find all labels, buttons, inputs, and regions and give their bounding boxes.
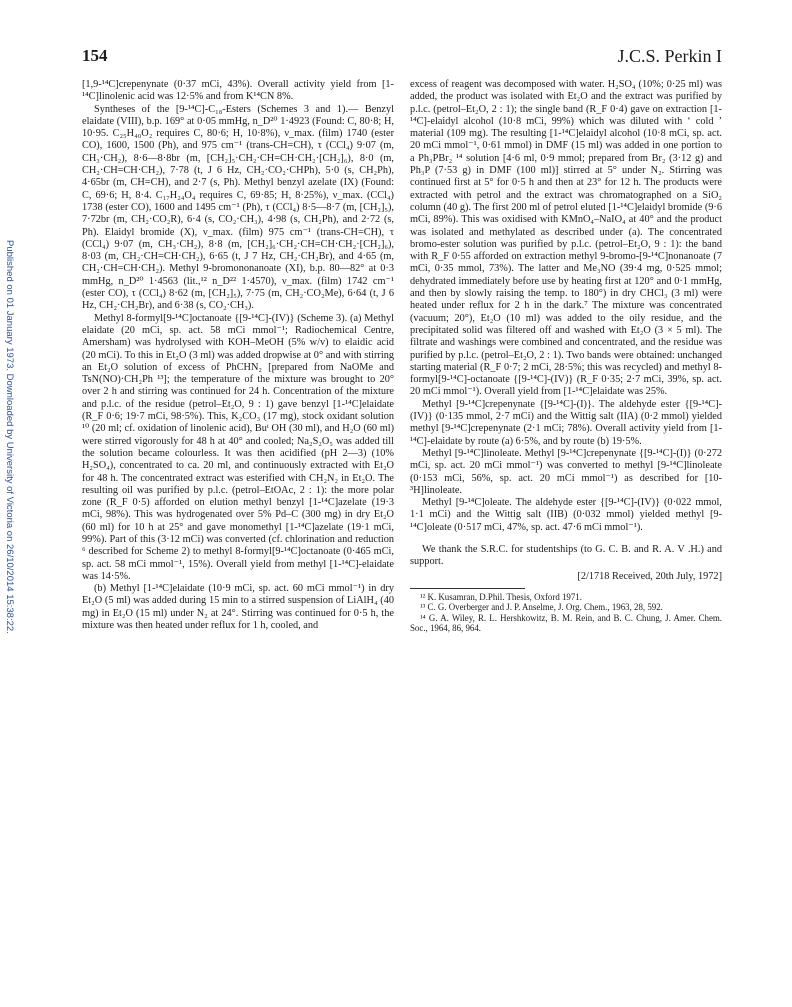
paragraph: Methyl [9-¹⁴C]linoleate. Methyl [9-¹⁴C]crepenynate {[9-¹⁴C]-(I)} (0·272 mCi, sp. act. 20 mCi mmol⁻¹) was converted to methyl [9-¹⁴C]linoleate (0·153 mCi, 56%, sp. act. 20 mCi mmol⁻¹) as described for [10-³H]linoleate.	[410, 447, 722, 496]
paragraph: Methyl [9-¹⁴C]crepenynate {[9-¹⁴C]-(I)}. The aldehyde ester {[9-¹⁴C]-(IV)} (0·135 mmol, 2·7 mCi) and the Wittig salt (IIA) (0·2 mmol) yielded methyl [9-¹⁴C]crepenynate (2·1 mCi; 78%). Overall activity yield from [1-¹⁴C]-elaidate by route (a) 6·5%, and by route (b) 19·5%.	[410, 398, 722, 447]
received-date: [2/1718 Received, 20th July, 1972]	[577, 570, 722, 582]
reference-item: ¹³ C. G. Overberger and J. P. Anselme, J. Org. Chem., 1963, 28, 592.	[420, 602, 663, 613]
paragraph: (b) Methyl [1-¹⁴C]elaidate (10·9 mCi, sp. act. 60 mCi mmol⁻¹) in dry Et₂O (5 ml) was added during 15 min to a stirred suspension of LiAlH₄ (40 mg) in Et₂O (15 ml) under N₂ at 24°. Stirring was continued for 0·5 h, the mixture was then heated under reflux for 1 h, cooled, and	[82, 583, 394, 632]
acknowledgement: We thank the S.R.C. for studentships (to G. C. B. and R. A. V .H.) and support.	[410, 543, 722, 568]
journal-title: J.C.S. Perkin I	[617, 46, 722, 66]
paragraph: Syntheses of the [9-¹⁴C]-C₁₈-Esters (Schemes 3 and 1).— Benzyl elaidate (VIII), b.p. 169° at 0·05 mmHg, n_D²⁰ 1·4923 (Found: C, 80·8; H, 10·95. C₂₅H₄₀O₂ requires C, 80·6; H, 10·8%), ν_max. (film) 1740 (ester CO), 1600, 1500 (Ph), and 975 cm⁻¹ (trans-CH=CH), τ (CCl₄) 9·07 (m, CH₃·CH₂), 8·6—8·8br (m, [CH₂]₅·CH₂·CH=CH·CH₂·[CH₂]₆), 8·0 (m, CH₂·CH=CH·CH₂), 7·78 (t, J 6 Hz, CH₂·CO₂·CHPh), 5·0 (s, CH₂Ph), 4·65br (m, CH=CH), and 2·7 (s, Ph). Methyl benzyl azelate (IX) (Found: C, 69·6; H, 8·4. C₁₇H₂₄O₄ requires C, 69·85; H, 8·25%), ν_max. (CCl₄) 1738 (ester CO), 1600 and 1495 cm⁻¹ (Ph), τ (CCl₄) 8·5—8·7 (m, [CH₂]₅), 7·72br (m, CH₂·CO₂R), 6·4 (s, CO₂·CH₃), 4·98 (s, CH₂Ph), and 2·72 (s, Ph). Elaidyl bromide (X), ν_max. (film) 975 cm⁻¹ (trans-CH=CH), τ (CCl₄) 9·07 (m, CH₃·CH₂), 8·8 (m, [CH₂]₆·CH₂·CH=CH·CH₂·[CH₂]₆), 8·03 (m, CH₂·CH=CH·CH₂), 6·65 (t, J 7 Hz, CH₂·CH₂Br), and 4·65 (m, CH₂·CH=CH·CH₂). Methyl 9-bromononanoate (XI), b.p. 80—82° at 0·3 mmHg, n_D²⁰ 1·4563 (lit.,¹² n_D²² 1·4570), ν_max. (film) 1742 cm⁻¹ (ester CO), τ (CCl₄) 8·62 (m, [CH₂]₅), 7·75 (m, CH₂·CO₂Me), 6·64 (t, J 6 Hz, CH₂·CH₂Br), and 6·38 (s, CO₂·CH₃).	[82, 103, 394, 312]
download-notice[interactable]: Published on 01 January 1973. Downloaded by University of Victoria on 26/10/2014 15:38:22.	[4, 240, 15, 634]
download-notice-strip	[2, 120, 16, 960]
reference-list	[410, 592, 722, 634]
footnote-rule	[410, 588, 525, 589]
paragraph: [1,9-¹⁴C]crepenynate (0·37 mCi, 43%). Overall activity yield from [1-¹⁴C]linolenic acid was 12·5% and from K¹⁴CN 8%.	[82, 79, 394, 103]
reference-item: ¹⁴ G. A. Wiley, R. L. Hershkowitz, B. M. Rein, and B. C. Chung, J. Amer. Chem. Soc., 1964, 86, 964.	[410, 612, 722, 634]
paragraph: Methyl 8-formyl[9-¹⁴C]octanoate {[9-¹⁴C]-(IV)} (Scheme 3). (a) Methyl elaidate (20 mCi, sp. act. 58 mCi mmol⁻¹; Radiochemical Centre, Amersham) was hydrolysed with KOH–MeOH (5% w/v) to elaidic acid (20 mCi). To this in Et₂O (3 ml) was added dropwise at 0° and with stirring an Et₂O solution of excess of PhCHN₂ [prepared from NaOMe and TsN(NO)·CH₂Ph ¹³]; the temperature of the mixture was brought to 20° over 2 h and stirring was continued for 24 h. Concentration of the mixture and p.l.c. of the residue (petrol–Et₂O, 9 : 1) gave benzyl [1-¹⁴C]elaidate (R_F 0·6; 19·7 mCi, 98·5%). This, K₂CO₃ (17 mg), stock oxidant solution ¹⁰ (20 ml; cf. oxidation of linolenic acid), Buᵗ OH (30 ml), and H₂O (60 ml) were stirred vigorously for 48 h at 40° and cooled; Na₂S₂O₅ was added till the solution became colourless. It was then acidified (pH 2—3) (10% H₂SO₄), concentrated to ca. 20 ml, and continuously extracted with Et₂O for 48 h. The concentrated extract was esterified with CH₂N₂ in Et₂O. The resulting oil was purified by p.l.c. (petrol–EtOAc, 2 : 1): the more polar zone (R_F 0·5) afforded on elution methyl benzyl [1-¹⁴C]azelate (19·3 mCi, 98%). This was hydrogenated over 5% Pd–C (300 mg) in dry Et₂O (60 ml) for 10 h at 25° and gave monomethyl [1-¹⁴C]azelate (19·1 mCi, 99%). Part of this (3·12 mCi) was converted (cf. chlorination and reduction ⁶ described for Scheme 2) to methyl 8-formyl[9-¹⁴C]octanoate (0·465 mCi, sp. act. 58 mCi mmol⁻¹, 15%). Overall yield from methyl [1-¹⁴C]-elaidate was 14·5%.	[82, 312, 394, 582]
page-number: 154	[82, 46, 108, 65]
left-column	[82, 79, 394, 632]
right-column	[410, 79, 722, 634]
page-header	[82, 46, 722, 70]
paragraph: Methyl [9-¹⁴C]oleate. The aldehyde ester {[9-¹⁴C]-(IV)} (0·022 mmol, 1·1 mCi) and the Wittig salt (IIB) (0·032 mmol) yielded methyl [9-¹⁴C]oleate (0·517 mCi, 47%, sp. act. 47·6 mCi mmol⁻¹).	[410, 497, 722, 533]
reference-item: ¹² K. Kusamran, D.Phil. Thesis, Oxford 1971.	[420, 591, 582, 602]
paragraph: excess of reagent was decomposed with water. H₂SO₄ (10%; 0·25 ml) was added, the product was isolated with Et₂O and the extract was purified by p.l.c. (petrol–Et₂O, 2 : 1); the single band (R_F 0·4) gave on extraction [1-¹⁴C]-elaidyl alcohol (10·8 mCi, 99%) which was diluted with ‘ cold ’ material (109 mg). The resulting [1-¹⁴C]elaidyl alcohol (10·8 mCi, sp. act. 20 mCi mmol⁻¹, 0·61 mmol) in DMF (15 ml) was added in one portion to a Ph₃PBr₂ ¹⁴ solution [4·6 ml, 0·9 mmol; prepared from Br₂ (3·12 g) and Ph₃P (7·53 g) in DMF (100 ml)] stirred at 5° under N₂. Stirring was continued first at 5° for 0·5 h and then at 23° for 12 h. The products were extracted with petrol and the extract was chromatographed on a SiO₂ column (40 g). The first 200 ml of petrol eluted [1-¹⁴C]elaidyl bromide (9·6 mCi, 89%). This was oxidised with KMnO₄–NaIO₄ at 40° and the product was isolated and methylated as described under (a). The concentrated bromo-ester solution was purified by p.l.c. (petrol–Et₂O, 9 : 1): the band with R_F 0·55 afforded on extraction methyl 9-bromo-[9-¹⁴C]nonanoate (7 mCi, 0·35 mmol, 73%). The latter and Me₃NO (39·4 mg, 0·525 mmol; dehydrated immediately before use by heating first at 120° and 0·1 mmHg, and then by slowly raising the temp. to 180°) in dry CHCl₃ (3 ml) were heated under reflux for 2 h in the dark.⁷ The mixture was concentrated (vacuum; 20°), Et₂O (10 ml) was added to the oily residue, and the precipitated solid was filtered off and washed with Et₂O (3 × 5 ml). The filtrate and washings were combined and concentrated, and the residue was purified by p.l.c. (petrol–Et₂O, 2 : 1). Two bands were obtained: unchanged starting material (R_F 0·7; 2 mCi, 28·5%; this was recycled) and methyl 8-formyl[9-¹⁴C]-octanoate {[9-¹⁴C]-(IV)} (R_F 0·35; 2·7 mCi, 39%, sp. act. 20 mCi mmol⁻¹). Overall yield from [1-¹⁴C]elaidate was 25%.	[410, 79, 722, 398]
